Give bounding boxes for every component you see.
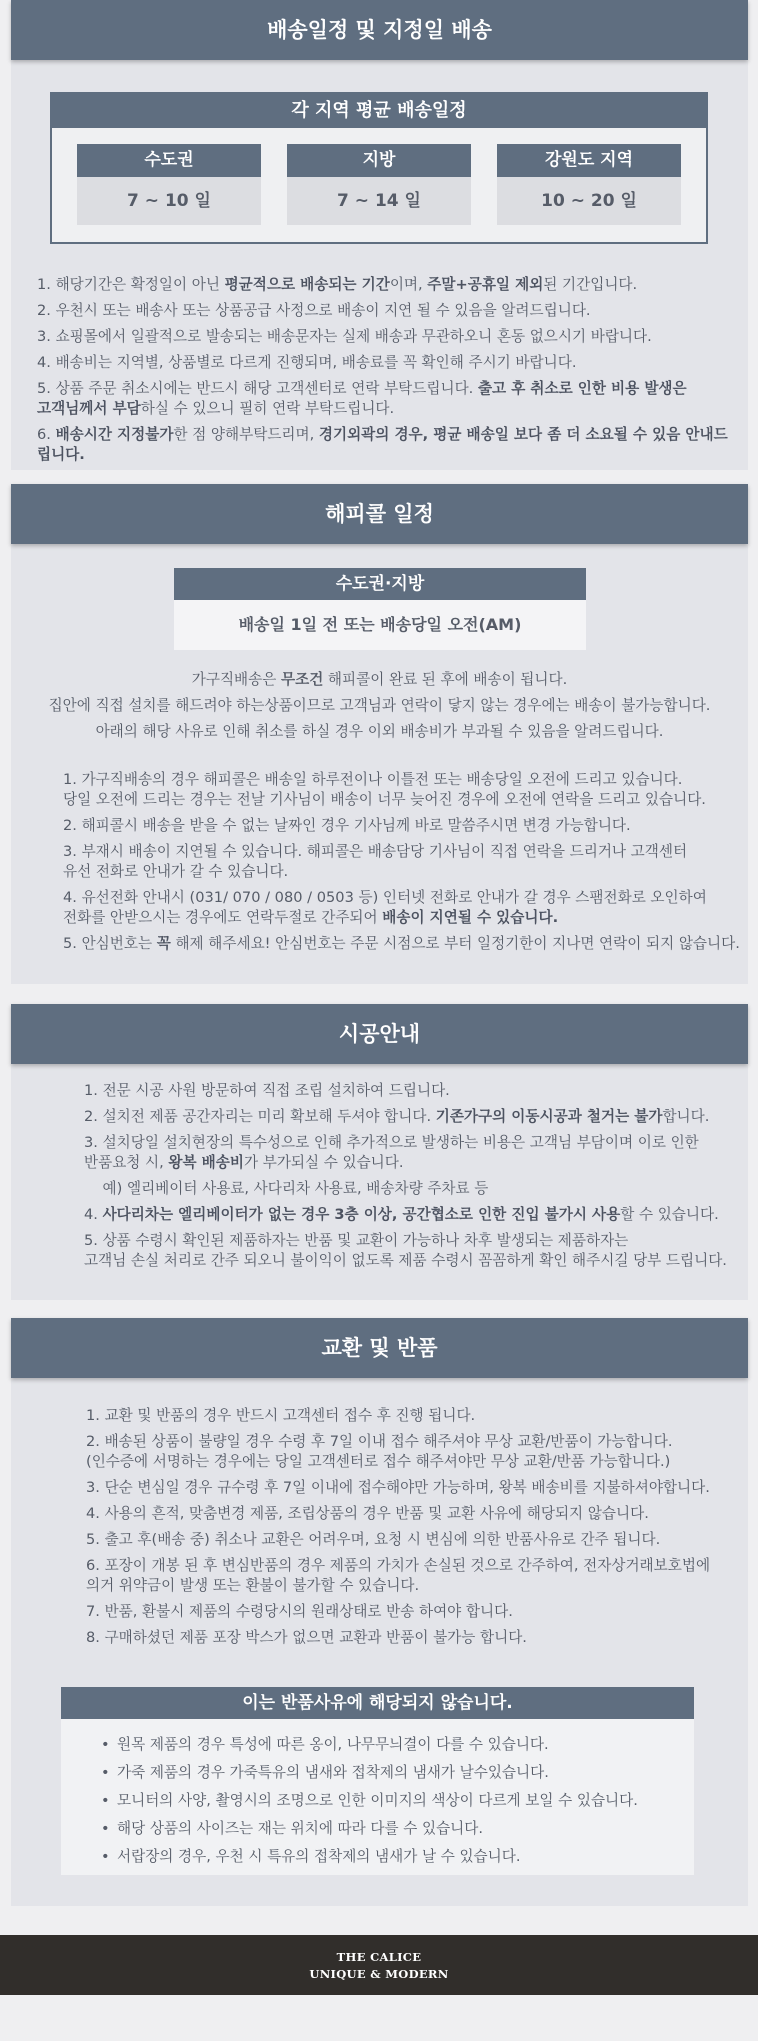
list-item: 1. 전문 시공 사원 방문하여 직접 조립 설치하여 드립니다. <box>84 1082 450 1099</box>
list-item: 3. 설치당일 설치현장의 특수성으로 인해 추가적으로 발생하는 비용은 고객님 부담이며 이로 인한 반품요청 시, 왕복 배송비가 부가되실 수 있습니다. <box>84 1134 699 1171</box>
list-item: 6. 배송시간 지정불가한 점 양해부탁드리며, 경기외곽의 경우, 평균 배송일 보다 좀 더 소요될 수 있음 안내드립니다. <box>37 426 728 463</box>
region-local <box>287 144 471 225</box>
region-capital <box>77 144 261 225</box>
list-item: 5. 출고 후(배송 중) 취소나 교환은 어려우며, 요청 시 변심에 의한 반품사유로 간주 됩니다. <box>86 1531 661 1548</box>
region-name: 수도권 <box>77 144 261 177</box>
exclusion-list <box>61 1719 694 1871</box>
list-item: • 서랍장의 경우, 우천 시 특유의 접착제의 냄새가 날 수 있습니다. <box>117 1843 694 1871</box>
list-item: 3. 부재시 배송이 지연될 수 있습니다. 해피콜은 배송담당 기사님이 직접 연락을 드리거나 고객센터 유선 전화로 안내가 갈 수 있습니다. <box>63 843 688 880</box>
returns-banner <box>11 1318 748 1378</box>
list-item: 5. 상품 수령시 확인된 제품하자는 반품 및 교환이 가능하나 차후 발생되는 제품하자는 고객님 손실 처리로 간주 되오니 불이익이 없도록 제품 수령시 꼼꼼하게 확인 해주시길 당부 드립니다. <box>84 1232 727 1269</box>
brand-footer <box>0 1935 758 1995</box>
list-item: 2. 우천시 또는 배송사 또는 상품공급 사정으로 배송이 지연 될 수 있음을 알려드립니다. <box>37 302 591 319</box>
average-schedule-title: 각 지역 평균 배송일정 <box>52 94 706 128</box>
list-item: 2. 해피콜시 배송을 받을 수 없는 날짜인 경우 기사님께 바로 말씀주시면 변경 가능합니다. <box>63 817 631 834</box>
exclusion-notice-box <box>61 1687 694 1875</box>
brand-tagline: UNIQUE & MODERN <box>309 1967 449 1981</box>
list-item: 4. 유선전화 안내시 (031/ 070 / 080 / 0503 등) 인터넷 전화로 안내가 갈 경우 스팸전화로 오인하여 전화를 안받으시는 경우에도 연락두절로 간주되어 배송이 지연될 수 있습니다. <box>63 889 707 926</box>
delivery-title: 배송일정 및 지정일 배송 <box>267 18 492 42</box>
intro-line: 아래의 해당 사유로 인해 취소를 하실 경우 이외 배송비가 부과될 수 있음을 알려드립니다. <box>95 723 664 740</box>
region-days: 7 ~ 10 일 <box>77 177 261 225</box>
list-item: • 원목 제품의 경우 특성에 따른 옹이, 나무무늬결이 다를 수 있습니다. <box>117 1731 694 1759</box>
exclusion-notice-title: 이는 반품사유에 해당되지 않습니다. <box>61 1687 694 1719</box>
list-item: • 해당 상품의 사이즈는 재는 위치에 따라 다를 수 있습니다. <box>117 1815 694 1843</box>
list-item: 3. 쇼핑몰에서 일괄적으로 발송되는 배송문자는 실제 배송과 무관하오니 혼동 없으시기 바랍니다. <box>37 328 652 345</box>
list-item: 4. 사다리차는 엘리베이터가 없는 경우 3층 이상, 공간협소로 인한 진입 불가시 사용할 수 있습니다. <box>84 1206 719 1223</box>
list-item: 6. 포장이 개봉 된 후 변심반품의 경우 제품의 가치가 손실된 것으로 간주하여, 전자상거래보호법에 의거 위약금이 발생 또는 환불이 불가할 수 있습니다. <box>86 1557 711 1594</box>
install-notes <box>84 1081 744 1277</box>
region-days: 10 ~ 20 일 <box>497 177 681 225</box>
list-item: 4. 배송비는 지역별, 상품별로 다르게 진행되며, 배송료를 꼭 확인해 주시기 바랍니다. <box>37 354 577 371</box>
happycall-intro <box>11 667 748 745</box>
list-item: 8. 구매하셨던 제품 포장 박스가 없으면 교환과 반품이 불가능 합니다. <box>86 1629 527 1646</box>
region-name: 지방 <box>287 144 471 177</box>
happycall-schedule-box <box>174 568 586 650</box>
list-item: 1. 가구직배송의 경우 해피콜은 배송일 하루전이나 이틀전 또는 배송당일 오전에 드리고 있습니다. 당일 오전에 드리는 경우는 전날 기사님이 배송이 너무 늦어진 경우에 오전에 연락을 드리고 있습니다. <box>63 771 706 808</box>
list-item: 2. 배송된 상품이 불량일 경우 수령 후 7일 이내 접수 해주셔야 무상 교환/반품이 가능합니다. (인수증에 서명하는 경우에는 당일 고객센터로 접수 해주셔야만 무상 교환/반품 가능합니다.) <box>86 1433 673 1470</box>
returns-notes <box>86 1406 746 1654</box>
intro-line: 가구직배송은 무조건 해피콜이 완료 된 후에 배송이 됩니다. <box>191 671 568 688</box>
region-days: 7 ~ 14 일 <box>287 177 471 225</box>
list-item: 1. 교환 및 반품의 경우 반드시 고객센터 접수 후 진행 됩니다. <box>86 1407 476 1424</box>
happycall-box-title: 수도권·지방 <box>174 568 586 600</box>
list-item: 5. 상품 주문 취소시에는 반드시 해당 고객센터로 연락 부탁드립니다. 출고 후 취소로 인한 비용 발생은 고객님께서 부담하실 수 있으니 필히 연락 부탁드립니다. <box>37 380 687 417</box>
region-gangwon <box>497 144 681 225</box>
region-name: 강원도 지역 <box>497 144 681 177</box>
list-item: • 가죽 제품의 경우 가죽특유의 냄새와 접착제의 냄새가 날수있습니다. <box>117 1759 694 1787</box>
happycall-banner <box>11 484 748 544</box>
returns-title: 교환 및 반품 <box>321 1336 438 1360</box>
brand-name: THE CALICE <box>336 1950 422 1964</box>
intro-line: 집안에 직접 설치를 해드려야 하는상품이므로 고객님과 연락이 닿지 않는 경우에는 배송이 불가능합니다. <box>48 697 711 714</box>
list-item: 1. 해당기간은 확정일이 아닌 평균적으로 배송되는 기간이며, 주말+공휴일 제외된 기간입니다. <box>37 276 638 293</box>
average-schedule-box <box>50 92 708 244</box>
install-title: 시공안내 <box>338 1022 421 1046</box>
list-item: 예) 엘리베이터 사용료, 사다리차 사용료, 배송차량 주차료 등 <box>84 1180 489 1197</box>
install-banner <box>11 1004 748 1064</box>
list-item: 7. 반품, 환불시 제품의 수령당시의 원래상태로 반송 하여야 합니다. <box>86 1603 513 1620</box>
list-item: 5. 안심번호는 꼭 해제 해주세요! 안심번호는 주문 시점으로 부터 일정기한이 지나면 연락이 되지 않습니다. <box>63 935 740 952</box>
happycall-notes <box>63 770 743 960</box>
page-bottom <box>0 1995 758 2041</box>
delivery-banner <box>11 0 748 60</box>
list-item: 3. 단순 변심일 경우 규수령 후 7일 이내에 접수해야만 가능하며, 왕복 배송비를 지불하셔야합니다. <box>86 1479 710 1496</box>
delivery-notes <box>37 275 737 471</box>
list-item: 2. 설치전 제품 공간자리는 미리 확보해 두셔야 합니다. 기존가구의 이동시공과 철거는 불가합니다. <box>84 1108 710 1125</box>
list-item: 4. 사용의 흔적, 맞춤변경 제품, 조립상품의 경우 반품 및 교환 사유에 해당되지 않습니다. <box>86 1505 649 1522</box>
happycall-box-value: 배송일 1일 전 또는 배송당일 오전(AM) <box>174 600 586 650</box>
happycall-title: 해피콜 일정 <box>325 502 434 526</box>
list-item: • 모니터의 사양, 촬영시의 조명으로 인한 이미지의 색상이 다르게 보일 수 있습니다. <box>117 1787 694 1815</box>
